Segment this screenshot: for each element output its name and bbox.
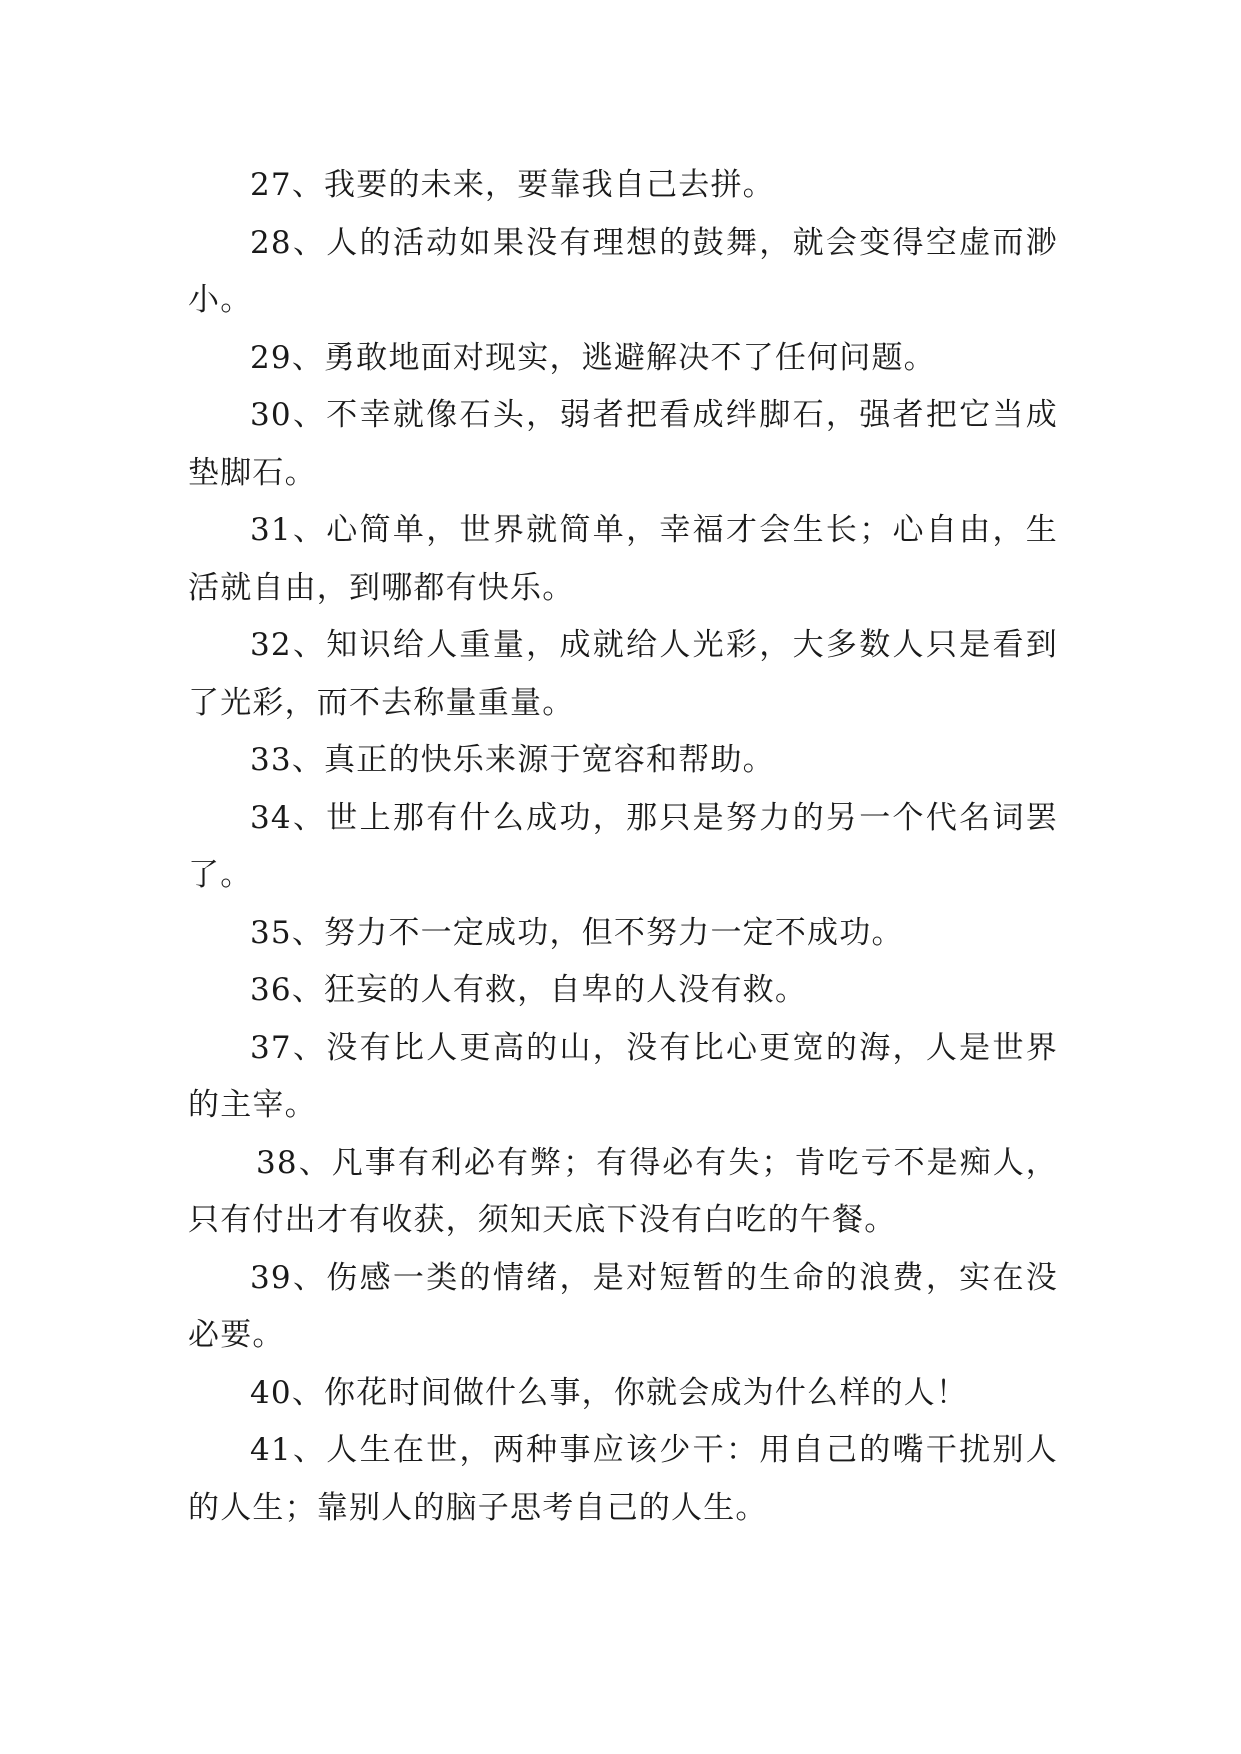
quote-39: 39、伤感一类的情绪，是对短暂的生命的浪费，实在没必要。 (188, 1259, 1058, 1353)
quote-38: 38、凡事有利必有弊；有得必有失；肯吃亏不是痴人，只有付出才有收获，须知天底下没有白吃的午餐。 (188, 1144, 1058, 1238)
quote-29: 29、勇敢地面对现实，逃避解决不了任何问题。 (250, 339, 936, 376)
quote-33: 33、真正的快乐来源于宽容和帮助。 (250, 742, 775, 778)
quote-34: 34、世上那有什么成功，那只是努力的另一个代名词罢了。 (188, 799, 1058, 893)
quote-37: 37、没有比人更高的山，没有比心更宽的海，人是世界的主宰。 (188, 1029, 1058, 1123)
quote-41: 41、人生在世，两种事应该少干：用自己的嘴干扰别人的人生；靠别人的脑子思考自己的人生。 (188, 1432, 1058, 1526)
quote-31: 31、心简单，世界就简单，幸福才会生长；心自由，生活就自由，到哪都有快乐。 (188, 512, 1058, 606)
quote-40: 40、你花时间做什么事，你就会成为什么样的人！ (250, 1374, 969, 1411)
quote-list (188, 157, 1058, 1537)
quote-30: 30、不幸就像石头，弱者把看成绊脚石，强者把它当成垫脚石。 (188, 397, 1058, 491)
quote-27: 27、我要的未来，要靠我自己去拼。 (250, 167, 775, 203)
quote-36: 36、狂妄的人有救，自卑的人没有救。 (250, 972, 808, 1008)
quote-35: 35、努力不一定成功，但不努力一定不成功。 (250, 914, 904, 951)
quote-28: 28、人的活动如果没有理想的鼓舞，就会变得空虚而渺小。 (188, 224, 1058, 318)
quote-32: 32、知识给人重量，成就给人光彩，大多数人只是看到了光彩，而不去称量重量。 (188, 627, 1058, 721)
